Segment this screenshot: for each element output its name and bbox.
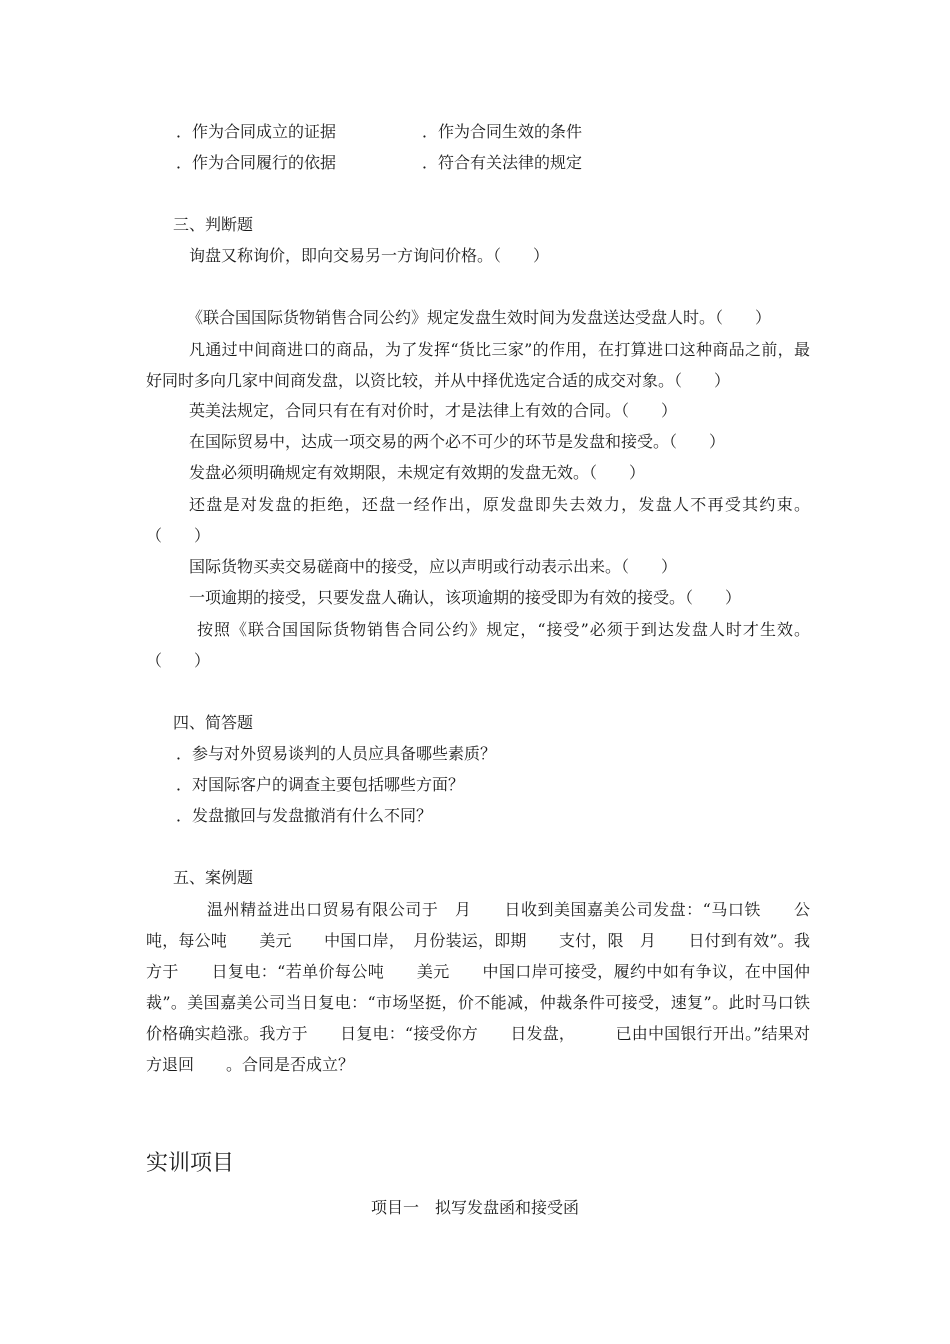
- option-b: ．作为合同生效的条件: [422, 122, 583, 141]
- judgment-item-8: 国际货物买卖交易磋商中的接受，应以声明或行动表示出来。（ ）: [189, 557, 678, 576]
- judgment-item-6: 发盘必须明确规定有效期限，未规定有效期的发盘无效。（ ）: [189, 463, 646, 482]
- question-item-3: ．发盘撤回与发盘撤消有什么不同？: [176, 806, 433, 825]
- judgment-item-7: 还盘是对发盘的拒绝，还盘一经作出，原发盘即失去效力，发盘人不再受其约束。（ ）: [146, 495, 810, 545]
- question-item-2: ．对国际客户的调查主要包括哪些方面？: [176, 775, 465, 794]
- case-paragraph: 温州精益进出口贸易有限公司于 月 日收到美国嘉美公司发盘：“马口铁 公吨，每公吨 美元 中国口岸， 月份装运，即期 支付，限 月 日付到有效”。我方于 日复电：“若单价每公吨 美元 中国口岸可接受，履约中如有争议，在中国仲裁”。美国嘉美公司当日复电：“市场坚挺，价不能减，仲裁条件可接受，速复”。此时马口铁价格确实趋涨。我方于 日复电：“接受你方 日发盘， 已由中国银行开出。”结果对方退回 。合同是否成立？: [146, 900, 810, 1074]
- option-d: ．符合有关法律的规定: [422, 153, 583, 172]
- option-a: ．作为合同成立的证据: [176, 122, 337, 141]
- section3-heading: 三、判断题: [173, 215, 254, 234]
- question-item-1: ．参与对外贸易谈判的人员应具备哪些素质？: [176, 744, 497, 763]
- judgment-item-3: 凡通过中间商进口的商品，为了发挥“货比三家”的作用，在打算进口这种商品之前，最好同时多向几家中间商发盘，以资比较，并从中择优选定合适的成交对象。（ ）: [146, 340, 810, 390]
- practice-subtitle: 项目一 拟写发盘函和接受函: [370, 1198, 579, 1217]
- judgment-item-9: 一项逾期的接受，只要发盘人确认，该项逾期的接受即为有效的接受。（ ）: [189, 588, 742, 607]
- judgment-item-2: 《联合国国际货物销售合同公约》规定发盘生效时间为发盘送达受盘人时。（ ）: [187, 308, 772, 327]
- practice-title: 实训项目: [146, 1151, 235, 1176]
- judgment-item-1: 询盘又称询价，即向交易另一方询问价格。（ ）: [189, 246, 550, 265]
- section4-heading: 四、简答题: [173, 713, 254, 732]
- option-c: ．作为合同履行的依据: [176, 153, 337, 172]
- judgment-item-5: 在国际贸易中，达成一项交易的两个必不可少的环节是发盘和接受。（ ）: [189, 432, 726, 451]
- section5-heading: 五、案例题: [173, 868, 254, 887]
- judgment-item-10: 按照《联合国国际货物销售合同公约》规定，“接受”必须于到达发盘人时才生效。（ ）: [146, 620, 810, 670]
- judgment-item-4: 英美法规定，合同只有在有对价时，才是法律上有效的合同。（ ）: [189, 401, 678, 420]
